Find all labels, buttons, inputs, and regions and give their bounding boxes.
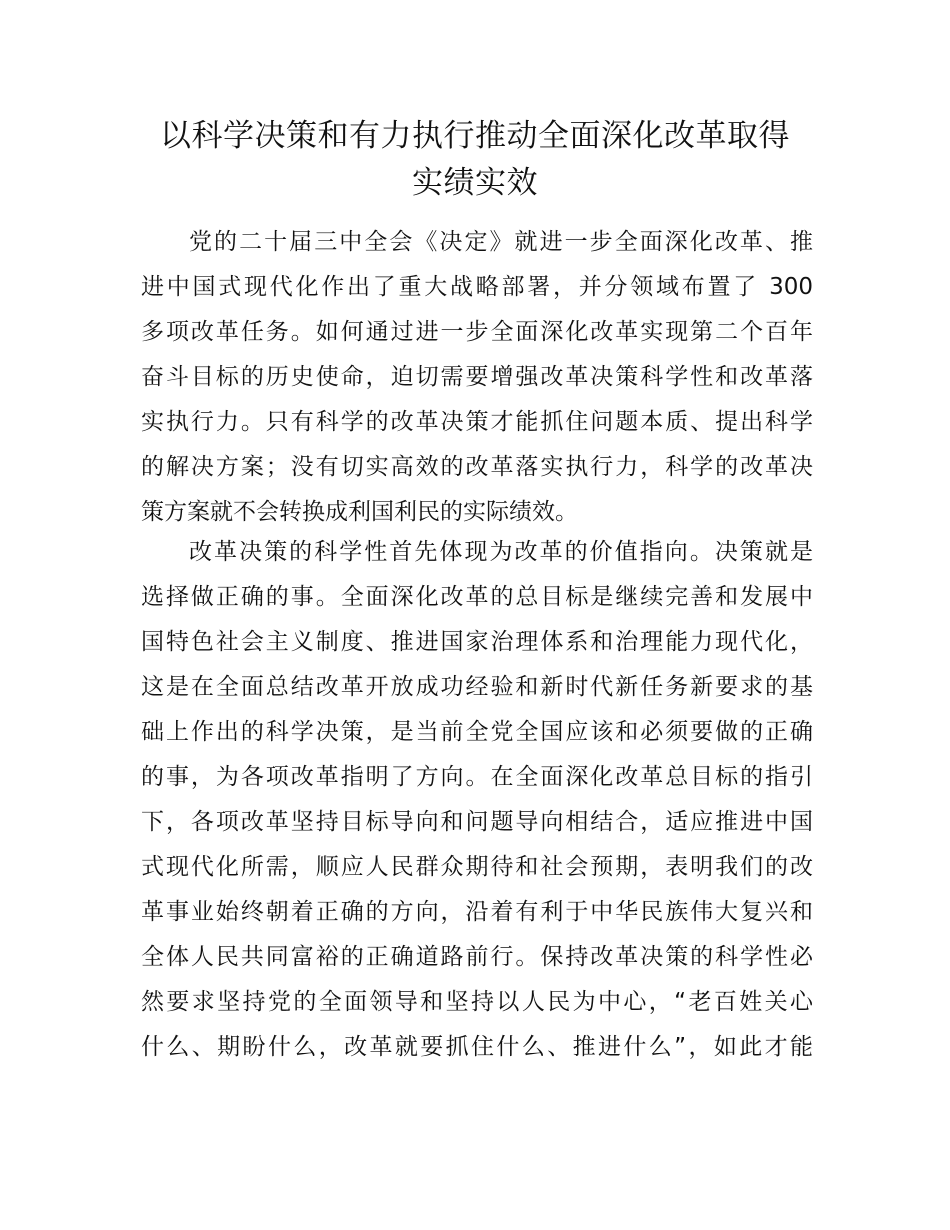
paragraph-line: 什么、期盼什么，改革就要抓住什么、推进什么”，如此才能 bbox=[141, 1034, 813, 1060]
paragraph-line: 这是在全面总结改革开放成功经验和新时代新任务新要求的基 bbox=[141, 674, 813, 700]
paragraph-line: 多项改革任务。如何通过进一步全面深化改革实现第二个百年 bbox=[141, 319, 813, 345]
paragraph-line: 改革决策的科学性首先体现为改革的价值指向。决策就是 bbox=[189, 539, 813, 565]
paragraph-line: 的解决方案；没有切实高效的改革落实执行力，科学的改革决 bbox=[141, 454, 813, 480]
paragraph-line: 策方案就不会转换成利国利民的实际绩效。 bbox=[141, 499, 578, 525]
title-line: 实绩实效 bbox=[412, 165, 538, 201]
title-line: 以科学决策和有力执行推动全面深化改革取得 bbox=[160, 118, 790, 154]
paragraph-2 bbox=[141, 530, 813, 1070]
paragraph-line: 然要求坚持党的全面领导和坚持以人民为中心，“老百姓关心 bbox=[141, 989, 813, 1015]
paragraph-line: 实执行力。只有科学的改革决策才能抓住问题本质、提出科学 bbox=[141, 409, 813, 435]
paragraph-line: 革事业始终朝着正确的方向，沿着有利于中华民族伟大复兴和 bbox=[141, 899, 813, 925]
paragraph-line: 党的二十届三中全会《决定》就进一步全面深化改革、推 bbox=[189, 229, 813, 255]
document-title bbox=[120, 113, 830, 207]
paragraph-line: 全体人民共同富裕的正确道路前行。保持改革决策的科学性必 bbox=[141, 944, 813, 970]
paragraph-line: 选择做正确的事。全面深化改革的总目标是继续完善和发展中 bbox=[141, 584, 813, 610]
paragraph-line: 国特色社会主义制度、推进国家治理体系和治理能力现代化， bbox=[141, 629, 813, 655]
paragraph-line: 的事，为各项改革指明了方向。在全面深化改革总目标的指引 bbox=[141, 764, 813, 790]
paragraph-line: 式现代化所需，顺应人民群众期待和社会预期，表明我们的改 bbox=[141, 854, 813, 880]
paragraph-1 bbox=[141, 220, 813, 535]
paragraph-line: 进中国式现代化作出了重大战略部署，并分领域布置了 300 bbox=[141, 274, 813, 300]
paragraph-line: 奋斗目标的历史使命，迫切需要增强改革决策科学性和改革落 bbox=[141, 364, 813, 390]
paragraph-line: 下，各项改革坚持目标导向和问题导向相结合，适应推进中国 bbox=[141, 809, 813, 835]
paragraph-line: 础上作出的科学决策，是当前全党全国应该和必须要做的正确 bbox=[141, 719, 813, 745]
